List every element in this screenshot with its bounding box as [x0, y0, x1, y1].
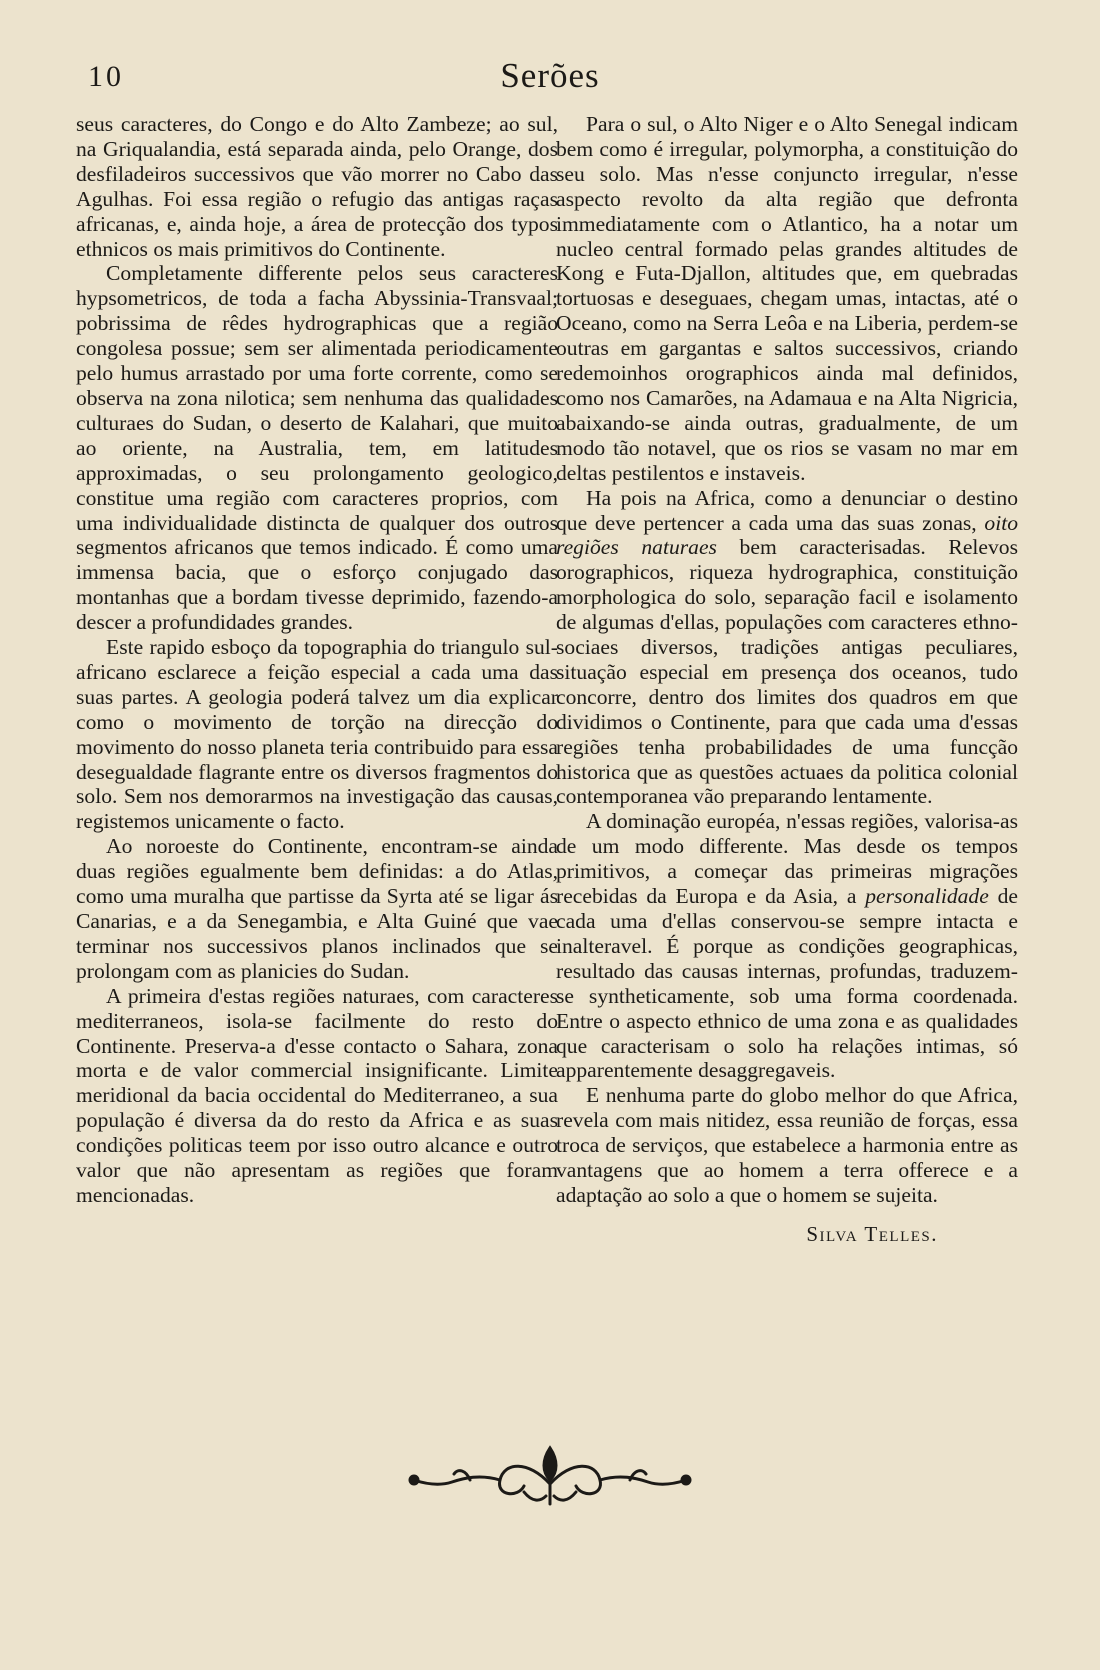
emphasis: oito regiões naturaes: [556, 510, 1018, 560]
running-title: Serões: [500, 56, 600, 95]
paragraph: Para o sul, o Alto Niger e o Alto Senegal indicam bem como é irregular, polymorpha, a constituição do seu solo. Mas n'esse conjuncto irregular, n'esse aspecto revolto da alta região que defronta immediatamente com o Atlantico, ha a notar um nucleo central formado pelas grandes altitudes de Kong e Futa-Djallon, altitudes que, em quebradas tortuosas e deseguaes, chegam umas, intactas, até o Oceano, como na Serra Leôa e na Liberia, perdem-se outras em gargantas e saltos successivos, criando redemoinhos orographicos ainda mal definidos, como nos Camarões, na Adamaua e na Alta Nigricia, abaixando-se ainda outras, gradualmente, de um modo tão notavel, que os rios se vasam no mar em deltas pestilentos e instaveis.: [556, 112, 1018, 485]
floral-vignette-icon: [400, 1440, 700, 1510]
author-signature: Silva Telles.: [806, 1221, 938, 1246]
emphasis: personalidade: [865, 884, 989, 909]
right-column: [556, 112, 1018, 1247]
paragraph: A dominação européa, n'essas regiões, valorisa-as de um modo differente. Mas desde os tempos primitivos, a começar das primeiras migrações recebidas da Europa e da Asia, a personalidade de cada uma d'ellas conservou-se sempre intacta e inalteravel. É porque as condições geographicas, resultado das causas internas, profundas, traduzem-se syntheticamente, sob uma forma coordenada. Entre o aspecto ethnico de uma zona e as qualidades que caracterisam o solo ha relações intimas, só apparentemente desaggregaveis.: [556, 809, 1019, 1083]
paragraph: A primeira d'estas regiões naturaes, com caracteres mediterraneos, isola-se facilmente do resto do Continente. Preserva-a d'esse contacto o Sahara, zona morta e de valor commercial insignificante. Limite meridional da bacia occidental do Mediterraneo, a sua população é diversa da do resto da Africa e as suas condições politicas teem por isso outro alcance e outro valor que não apresentam as regiões que foram mencionadas.: [76, 983, 558, 1207]
paragraph: Ha pois na Africa, como a denunciar o destino que deve pertencer a cada uma das suas zonas, oito regiões naturaes bem caracterisadas. Relevos orographicos, riqueza hydrographica, constituição morphologica do solo, separação facil e isolamento de algumas d'ellas, populações com caracteres ethno-sociaes diversos, tradições antigas peculiares, situação especial em presença dos oceanos, tudo concorre, dentro dos limites dos quadros em que dividimos o Continente, para que cada uma d'essas regiões tenha probabilidades de uma funcção historica que as questões actuaes da politica colonial contemporanea vão preparando lentamente.: [556, 485, 1018, 809]
page-number: 10: [88, 60, 124, 93]
left-column: [76, 112, 558, 1208]
paragraph: E nenhuma parte do globo melhor do que Africa, revela com mais nitidez, essa reunião de forças, essa troca de serviços, que estabelece a harmonia entre as vantagens que ao homem a terra offerece e a adaptação ao solo a que o homem se sujeita.: [556, 1083, 1018, 1207]
paragraph: Este rapido esboço da topographia do triangulo sul-africano esclarece a feição especial a cada uma das suas partes. A geologia poderá talvez um dia explicar como o movimento de torção na direcção do movimento do nosso planeta teria contribuido para essa desegualdade flagrante entre os diversos fragmentos do solo. Sem nos demorarmos na investigação das causas, registemos unicamente o facto.: [76, 635, 558, 834]
paragraph: seus caracteres, do Congo e do Alto Zambeze; ao sul, na Griqualandia, está separada ainda, pelo Orange, dos desfiladeiros successivos que vão morrer no Cabo das Agulhas. Foi essa região o refugio das antigas raças africanas, e, ainda hoje, a área de protecção dos typos ethnicos os mais primitivos do Continente.: [76, 112, 558, 261]
paragraph: Ao noroeste do Continente, encontram-se ainda duas regiões egualmente bem definidas: a do Atlas, como uma muralha que partisse da Syrta até se ligar ás Canarias, e a da Senegambia, e Alta Guiné que vae terminar nos successivos planos inclinados que se prolongam com as planicies do Sudan.: [76, 834, 558, 983]
paragraph: Completamente differente pelos seus caracteres hypsometricos, de toda a facha Abyssinia-Transvaal; pobrissima de rêdes hydrographicas que a região congolesa possue; sem ser alimentada periodicamente pelo humus arrastado por uma forte corrente, como se observa na zona nilotica; sem nenhuma das qualidades culturaes do Sudan, o deserto de Kalahari, que muito ao oriente, na Australia, tem, em latitudes approximadas, o seu prolongamento geologico, constitue uma região com caracteres proprios, com uma individualidade distincta de qualquer dos outros segmentos africanos que temos indicado. É como uma immensa bacia, que o esforço conjugado das montanhas que a bordam tivesse deprimido, fazendo-a descer a profundidades grandes.: [76, 261, 558, 635]
